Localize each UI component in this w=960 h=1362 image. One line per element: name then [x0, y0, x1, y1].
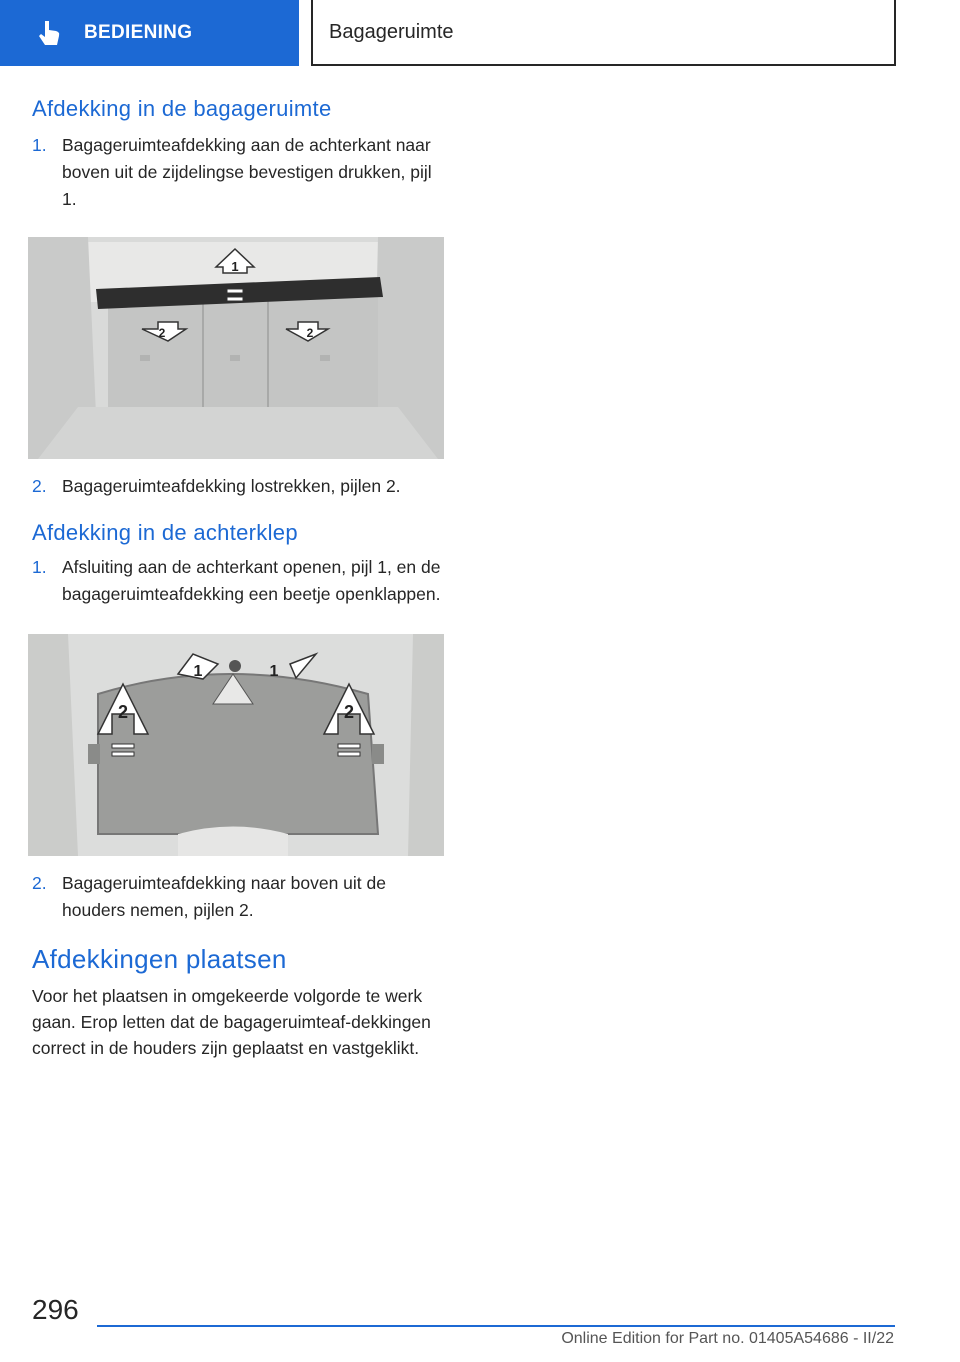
- step-item: [32, 473, 448, 500]
- step-text: Bagageruimteafdekking aan de achterkant naar boven uit de zijdelingse bevestigen drukken, pijl 1.: [62, 135, 432, 209]
- step-number: 1.: [32, 557, 47, 577]
- figure-label-arrow-2-left: 2: [117, 702, 129, 722]
- figure-label-arrow-1-right: 1: [269, 663, 279, 680]
- figure-label-arrow-2-left: 2: [158, 326, 166, 340]
- figure-luggage-cover-removal: [28, 237, 444, 459]
- figure-label-arrow-2-right: 2: [306, 326, 314, 340]
- section-tab: [0, 0, 299, 66]
- figure-label-arrow-2-right: 2: [343, 702, 355, 722]
- footer-divider: [97, 1325, 895, 1327]
- figure-label-arrow-1: 1: [231, 259, 239, 274]
- section-heading-plaatsen: Afdekkingen plaatsen: [32, 944, 287, 974]
- section-label: BEDIENING: [84, 22, 193, 43]
- step-text: Bagageruimteafdekking naar boven uit de houders nemen, pijlen 2.: [62, 873, 386, 920]
- step-number: 2.: [32, 476, 47, 496]
- step-number: 2.: [32, 873, 47, 893]
- body-paragraph: Voor het plaatsen in omgekeerde volgorde te werk gaan. Erop letten dat de bagageruimteaf‐dekkingen correct in de houders zijn geplaatst en vastgeklikt.: [32, 986, 431, 1058]
- section-heading-bagageruimte: Afdekking in de bagageruimte: [32, 96, 332, 121]
- page-number: 296: [32, 1294, 79, 1325]
- hand-pointer-icon: [34, 18, 64, 48]
- step-text: Afsluiting aan de achterkant openen, pijl 1, en de bagageruimteafdekking een beetje openklappen.: [62, 557, 441, 604]
- step-text: Bagageruimteafdekking lostrekken, pijlen 2.: [62, 476, 401, 496]
- chapter-header: [311, 0, 896, 66]
- step-item: [32, 132, 448, 213]
- page-content: [32, 96, 448, 1061]
- figure-tailgate-cover-removal: [28, 634, 444, 856]
- step-item: [32, 870, 448, 924]
- figure-label-arrow-1-left: 1: [193, 663, 203, 680]
- chapter-title: Bagageruimte: [329, 20, 454, 43]
- section-heading-achterklep: Afdekking in de achterklep: [32, 520, 298, 545]
- step-number: 1.: [32, 135, 47, 155]
- step-item: [32, 554, 448, 608]
- edition-text: Online Edition for Part no. 01405A54686 - II/22: [561, 1330, 894, 1347]
